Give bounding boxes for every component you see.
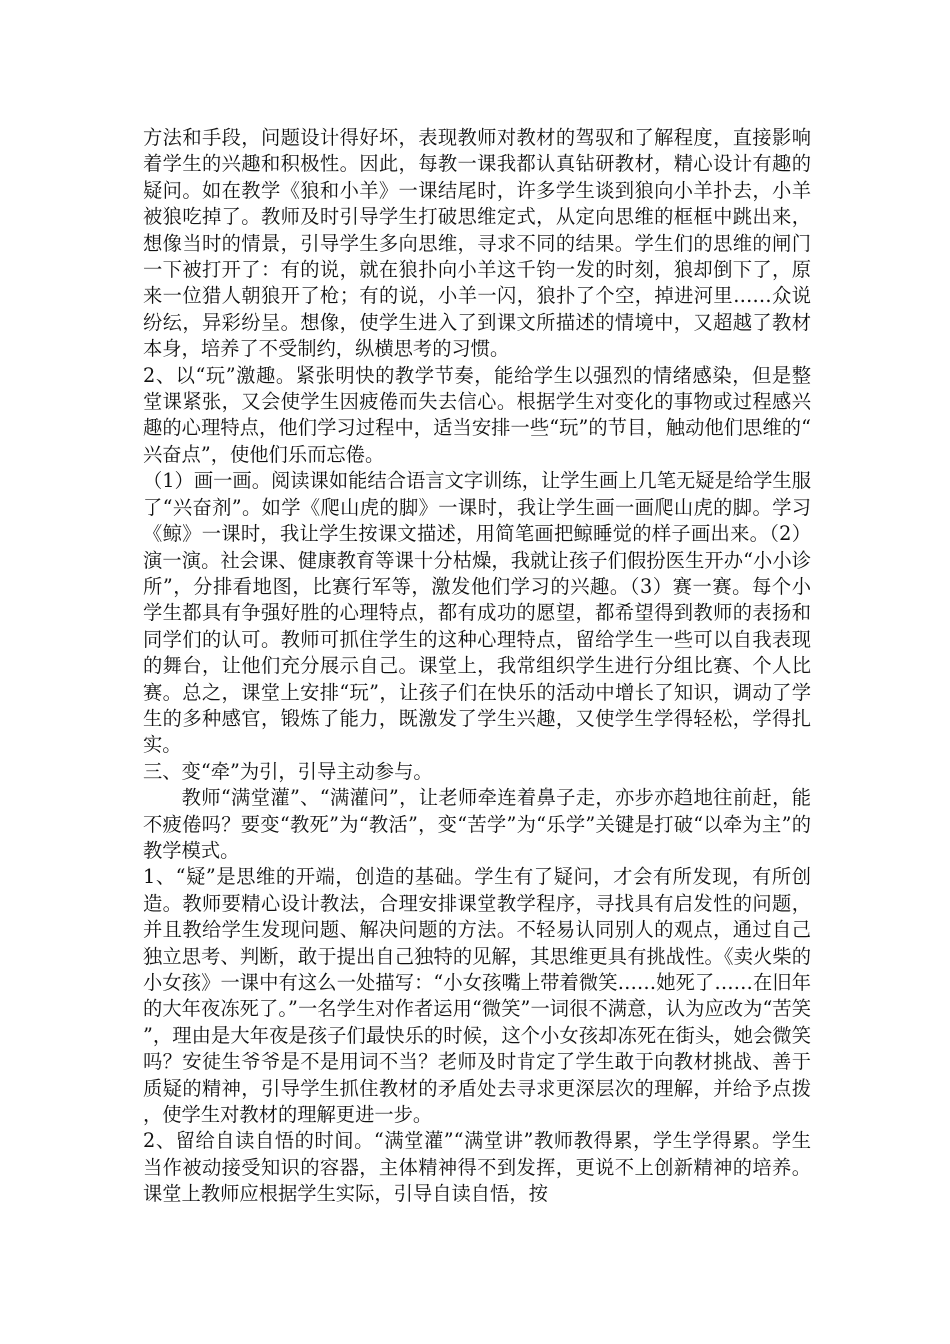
body-paragraph-1: 方法和手段，问题设计得好坏，表现教师对教材的驾驭和了解程度，直接影响着学生的兴趣和积极性。因此，每教一课我都认真钻研教材，精心设计有趣的疑问。如在教学《狼和小羊》一课结尾时，许多学生谈到狼向小羊扑去，小羊被狼吃掉了。教师及时引导学生打破思维定式，从定向思维的框框中跳出来，想像当时的情景，引导学生多向思维，寻求不同的结果。学生们的思维的闸门一下被打开了：有的说，就在狼扑向小羊这千钧一发的时刻，狼却倒下了，原来一位猎人朝狼开了枪；有的说，小羊一闪，狼扑了个空，掉进河里……众说纷纭，异彩纷呈。想像，使学生进入了到课文所描述的情境中，又超越了教材本身，培养了不受制约，纵横思考的习惯。 (143, 126, 811, 361)
body-paragraph-6: 1、“疑”是思维的开端，创造的基础。学生有了疑问，才会有所发现，有所创造。教师要精心设计教法，合理安排课堂教学程序，寻找具有启发性的问题，并且教给学生发现问题、解决问题的方法。不轻易认同别人的观点，通过自己独立思考、判断，敢于提出自己独特的见解，其思维更具有挑战性。《卖火柴的小女孩》一课中有这么一处描写：“小女孩嘴上带着微笑……她死了……在旧年的大年夜冻死了。”一名学生对作者运用“微笑”一词很不满意，认为应改为“苦笑”，理由是大年夜是孩子们最快乐的时候，这个小女孩却冻死在街头，她会微笑吗？安徒生爷爷是不是用词不当？老师及时肯定了学生敢于向教材挑战、善于质疑的精神，引导学生抓住教材的矛盾处去寻求更深层次的理解，并给予点拨，使学生对教材的理解更进一步。 (143, 865, 811, 1127)
body-paragraph-2: 2、以“玩”激趣。紧张明快的教学节奏，能给学生以强烈的情绪感染，但是整堂课紧张，又会使学生因疲倦而失去信心。根据学生对变化的事物或过程感兴趣的心理特点，他们学习过程中，适当安排一些“玩”的节目，触动他们思维的“兴奋点”，使他们乐而忘倦。 (143, 363, 811, 466)
body-paragraph-3: （1）画一画。阅读课如能结合语言文字训练，让学生画上几笔无疑是给学生服了“兴奋剂”。如学《爬山虎的脚》一课时，我让学生画一画爬山虎的脚。学习《鲸》一课时，我让学生按课文描述，用简笔画把鲸睡觉的样子画出来。（2）演一演。社会课、健康教育等课十分枯燥，我就让孩子们假扮医生开办“小小诊所”，分排看地图，比赛行军等，激发他们学习的兴趣。（3）赛一赛。每个小学生都具有争强好胜的心理特点，都有成功的愿望，都希望得到教师的表扬和同学们的认可。教师可抓住学生的这种心理特点，留给学生一些可以自我表现的舞台，让他们充分展示自己。课堂上，我常组织学生进行分组比赛、个人比赛。总之，课堂上安排“玩”，让孩子们在快乐的活动中增长了知识，调动了学生的多种感官，锻炼了能力，既激发了学生兴趣，又使学生学得轻松，学得扎实。 (143, 469, 811, 757)
body-paragraph-7: 2、留给自读自悟的时间。“满堂灌”“满堂讲”教师教得累，学生学得累。学生当作被动接受知识的容器，主体精神得不到发挥，更说不上创新精神的培养。课堂上教师应根据学生实际，引导自读自悟，按 (143, 1129, 811, 1206)
body-paragraph-5: 教师“满堂灌”、“满灌问”，让老师牵连着鼻子走，亦步亦趋地往前赶，能不疲倦吗？要变“教死”为“教活”，变“苦学”为“乐学”关键是打破“以牵为主”的教学模式。 (143, 786, 811, 862)
document-page (143, 125, 811, 1208)
section-heading-3: 三、变“牵”为引，引导主动参与。 (143, 759, 433, 783)
